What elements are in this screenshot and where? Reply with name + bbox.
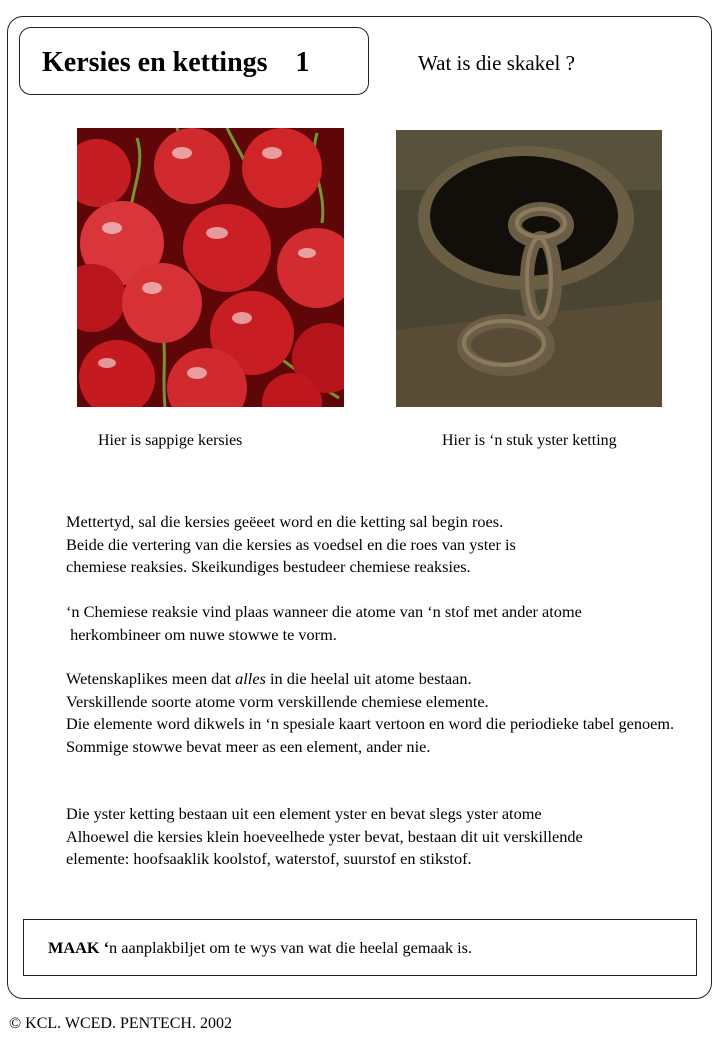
task-bold: MAAK ‘ bbox=[48, 938, 110, 957]
paragraph-2-line: ‘n Chemiese reaksie vind plaas wanneer die atome van ‘n stof met ander atome bbox=[66, 602, 582, 621]
paragraph-2-line: herkombineer om nuwe stowwe te vorm. bbox=[66, 624, 337, 644]
paragraph-4-line: elemente: hoofsaaklik koolstof, waterstof, suurstof en stikstof. bbox=[66, 849, 472, 868]
paragraph-3-line bbox=[66, 668, 706, 691]
paragraph-3-text: in die heelal uit atome bestaan. bbox=[265, 669, 472, 688]
paragraph-1-line: Beide die vertering van die kersies as voedsel en die roes van yster is bbox=[66, 534, 516, 554]
paragraph-4-line: Alhoewel die kersies klein hoeveelhede yster bevat, bestaan dit uit verskillende bbox=[66, 826, 583, 846]
paragraph-4-line: Die yster ketting bestaan uit een element yster en bevat slegs yster atome bbox=[66, 804, 542, 823]
chain-caption: Hier is ‘n stuk yster ketting bbox=[442, 432, 617, 449]
cherries-photo bbox=[77, 128, 344, 407]
paragraph-3-text: Wetenskaplikes meen dat bbox=[66, 669, 236, 688]
paragraph-3 bbox=[66, 668, 706, 758]
page-title: Kersies en kettings 1 bbox=[42, 47, 310, 78]
emphasis-alles: alles bbox=[235, 669, 266, 688]
paragraph-3-line: Die elemente word dikwels in ‘n spesiale kaart vertoon en word die periodieke tabel genoem. bbox=[66, 714, 675, 733]
paragraph-3-line: Sommige stowwe bevat meer as een element, ander nie. bbox=[66, 736, 431, 756]
cherries-caption: Hier is sappige kersies bbox=[98, 432, 243, 449]
paragraph-1 bbox=[66, 511, 516, 579]
paragraph-1-line: chemiese reaksies. Skeikundiges bestudeer chemiese reaksies. bbox=[66, 557, 471, 576]
page-subtitle: Wat is die skakel ? bbox=[418, 51, 575, 75]
cherries-illustration bbox=[77, 128, 344, 407]
paragraph-1-line: Mettertyd, sal die kersies geëeet word en die ketting sal begin roes. bbox=[66, 512, 504, 531]
paragraph-3-line: Verskillende soorte atome vorm verskillende chemiese elemente. bbox=[66, 691, 489, 711]
task-instruction bbox=[48, 938, 472, 958]
copyright-footer: © KCL. WCED. PENTECH. 2002 bbox=[9, 1015, 232, 1032]
paragraph-4 bbox=[66, 803, 583, 871]
chain-illustration bbox=[396, 130, 662, 407]
chain-photo bbox=[396, 130, 662, 407]
task-text: n aanplakbiljet om te wys van wat die heelal gemaak is. bbox=[109, 938, 473, 957]
paragraph-2 bbox=[66, 601, 582, 646]
